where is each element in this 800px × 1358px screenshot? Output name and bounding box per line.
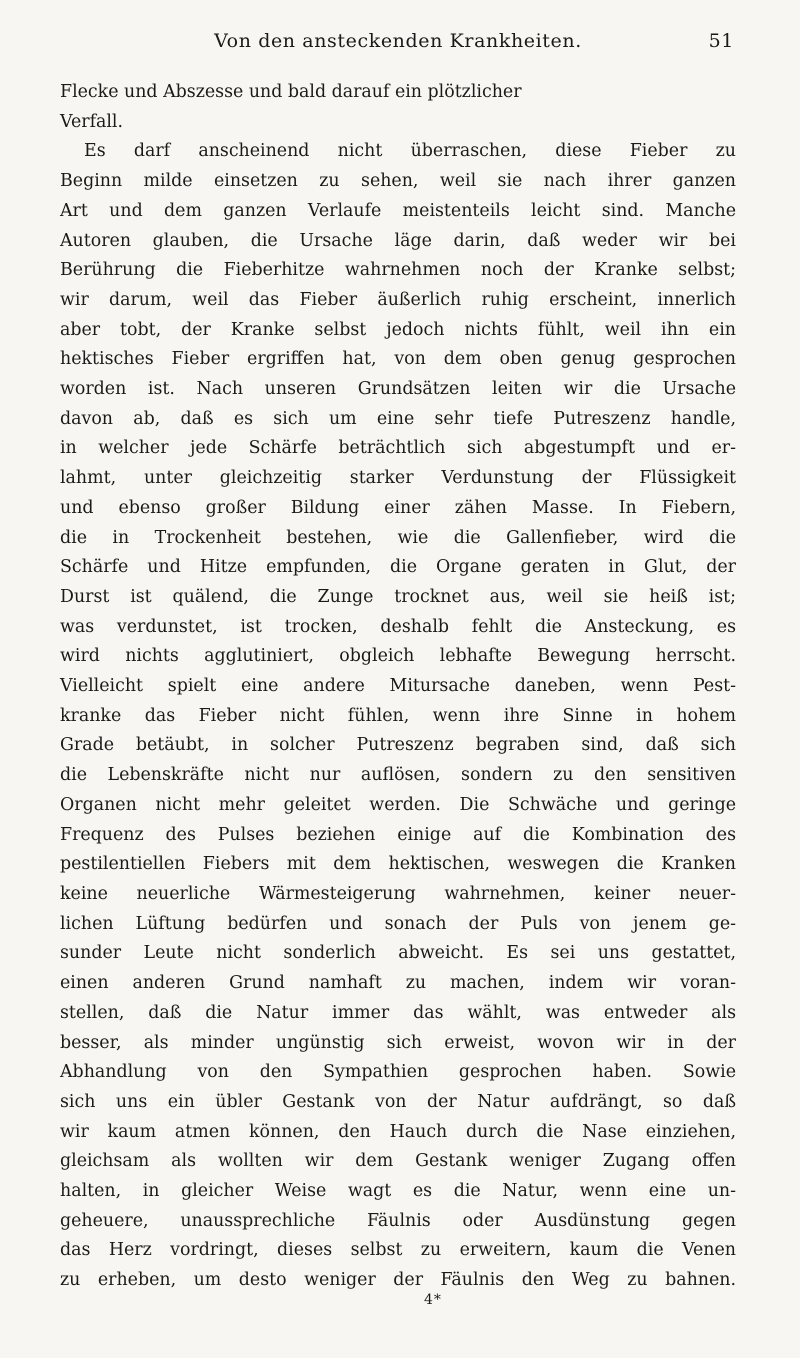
text-line: Verfall. xyxy=(60,111,124,132)
text-line: geheuere, unaussprechliche Fäulnis oder Ausdünstung gegen xyxy=(60,1210,736,1231)
text-line: sich uns ein übler Gestank von der Natur aufdrängt, so daß xyxy=(60,1091,736,1112)
page-header xyxy=(60,30,736,64)
text-line: keine neuerliche Wärmesteigerung wahrnehmen, keiner neuer- xyxy=(60,883,736,904)
text-line: und ebenso großer Bildung einer zähen Masse. In Fiebern, xyxy=(60,497,736,518)
text-line: Schärfe und Hitze empfunden, die Organe geraten in Glut, der xyxy=(60,557,736,578)
text-line: was verdunstet, ist trocken, deshalb fehlt die Ansteckung, es xyxy=(60,616,736,637)
text-line: lahmt, unter gleichzeitig starker Verdunstung der Flüssigkeit xyxy=(60,468,736,489)
text-line: Abhandlung von den Sympathien gesprochen haben. Sowie xyxy=(60,1062,736,1083)
text-line: Durst ist quälend, die Zunge trocknet aus, weil sie heiß ist; xyxy=(60,586,736,607)
text-line: Grade betäubt, in solcher Putreszenz begraben sind, daß sich xyxy=(60,735,736,756)
text-line: die in Trockenheit bestehen, wie die Gallenfieber, wird die xyxy=(60,527,736,548)
text-line: Frequenz des Pulses beziehen einige auf die Kombination des xyxy=(60,824,736,845)
text-line: besser, als minder ungünstig sich erweist, wovon wir in der xyxy=(60,1032,736,1053)
text-line: Autoren glauben, die Ursache läge darin, daß weder wir bei xyxy=(60,230,736,251)
text-line: in welcher jede Schärfe beträchtlich sich abgestumpft und er- xyxy=(60,438,736,459)
text-line: Art und dem ganzen Verlaufe meistenteils leicht sind. Manche xyxy=(60,200,736,221)
text-line: kranke das Fieber nicht fühlen, wenn ihre Sinne in hohem xyxy=(60,705,736,726)
text-line: aber tobt, der Kranke selbst jedoch nichts fühlt, weil ihn ein xyxy=(60,319,736,340)
text-line: Beginn milde einsetzen zu sehen, weil sie nach ihrer ganzen xyxy=(60,171,736,192)
text-line: stellen, daß die Natur immer das wählt, was entweder als xyxy=(60,1002,736,1023)
text-line: das Herz vordringt, dieses selbst zu erweitern, kaum die Venen xyxy=(60,1240,736,1261)
text-line: Organen nicht mehr geleitet werden. Die Schwäche und geringe xyxy=(60,794,736,815)
page-number: 51 xyxy=(708,30,734,52)
text-line: gleichsam als wollten wir dem Gestank weniger Zugang offen xyxy=(60,1151,736,1172)
text-line: sunder Leute nicht sonderlich abweicht. Es sei uns gestattet, xyxy=(60,943,736,964)
running-title: Von den ansteckenden Krankheiten. xyxy=(214,30,582,52)
text-line: wir kaum atmen können, den Hauch durch die Nase einziehen, xyxy=(60,1121,736,1142)
text-line: zu erheben, um desto weniger der Fäulnis den Weg zu bahnen. xyxy=(60,1270,736,1291)
text-line: halten, in gleicher Weise wagt es die Natur, wenn eine un- xyxy=(60,1181,736,1202)
text-line: einen anderen Grund namhaft zu machen, indem wir voran- xyxy=(60,973,736,994)
text-line: die Lebenskräfte nicht nur auflösen, sondern zu den sensitiven xyxy=(60,765,736,786)
text-line: Vielleicht spielt eine andere Mitursache daneben, wenn Pest- xyxy=(60,676,736,697)
signature-mark: 4* xyxy=(424,1291,442,1308)
text-line: Es darf anscheinend nicht überraschen, diese Fieber zu xyxy=(84,141,736,162)
text-line: worden ist. Nach unseren Grundsätzen leiten wir die Ursache xyxy=(60,379,736,400)
body-text xyxy=(60,78,736,1296)
text-line: Flecke und Abszesse und bald darauf ein plötzlicher xyxy=(60,82,522,102)
text-line: hektisches Fieber ergriffen hat, von dem oben genug gesprochen xyxy=(60,349,736,370)
book-page xyxy=(60,30,736,1308)
text-line: Berührung die Fieberhitze wahrnehmen noch der Kranke selbst; xyxy=(60,260,736,281)
text-line: lichen Lüftung bedürfen und sonach der Puls von jenem ge- xyxy=(60,913,736,934)
text-line: wird nichts agglutiniert, obgleich lebhafte Bewegung herrscht. xyxy=(60,646,736,667)
text-line: wir darum, weil das Fieber äußerlich ruhig erscheint, innerlich xyxy=(60,289,736,310)
text-line: pestilentiellen Fiebers mit dem hektischen, weswegen die Kranken xyxy=(60,854,736,875)
text-line: davon ab, daß es sich um eine sehr tiefe Putreszenz handle, xyxy=(60,408,736,429)
